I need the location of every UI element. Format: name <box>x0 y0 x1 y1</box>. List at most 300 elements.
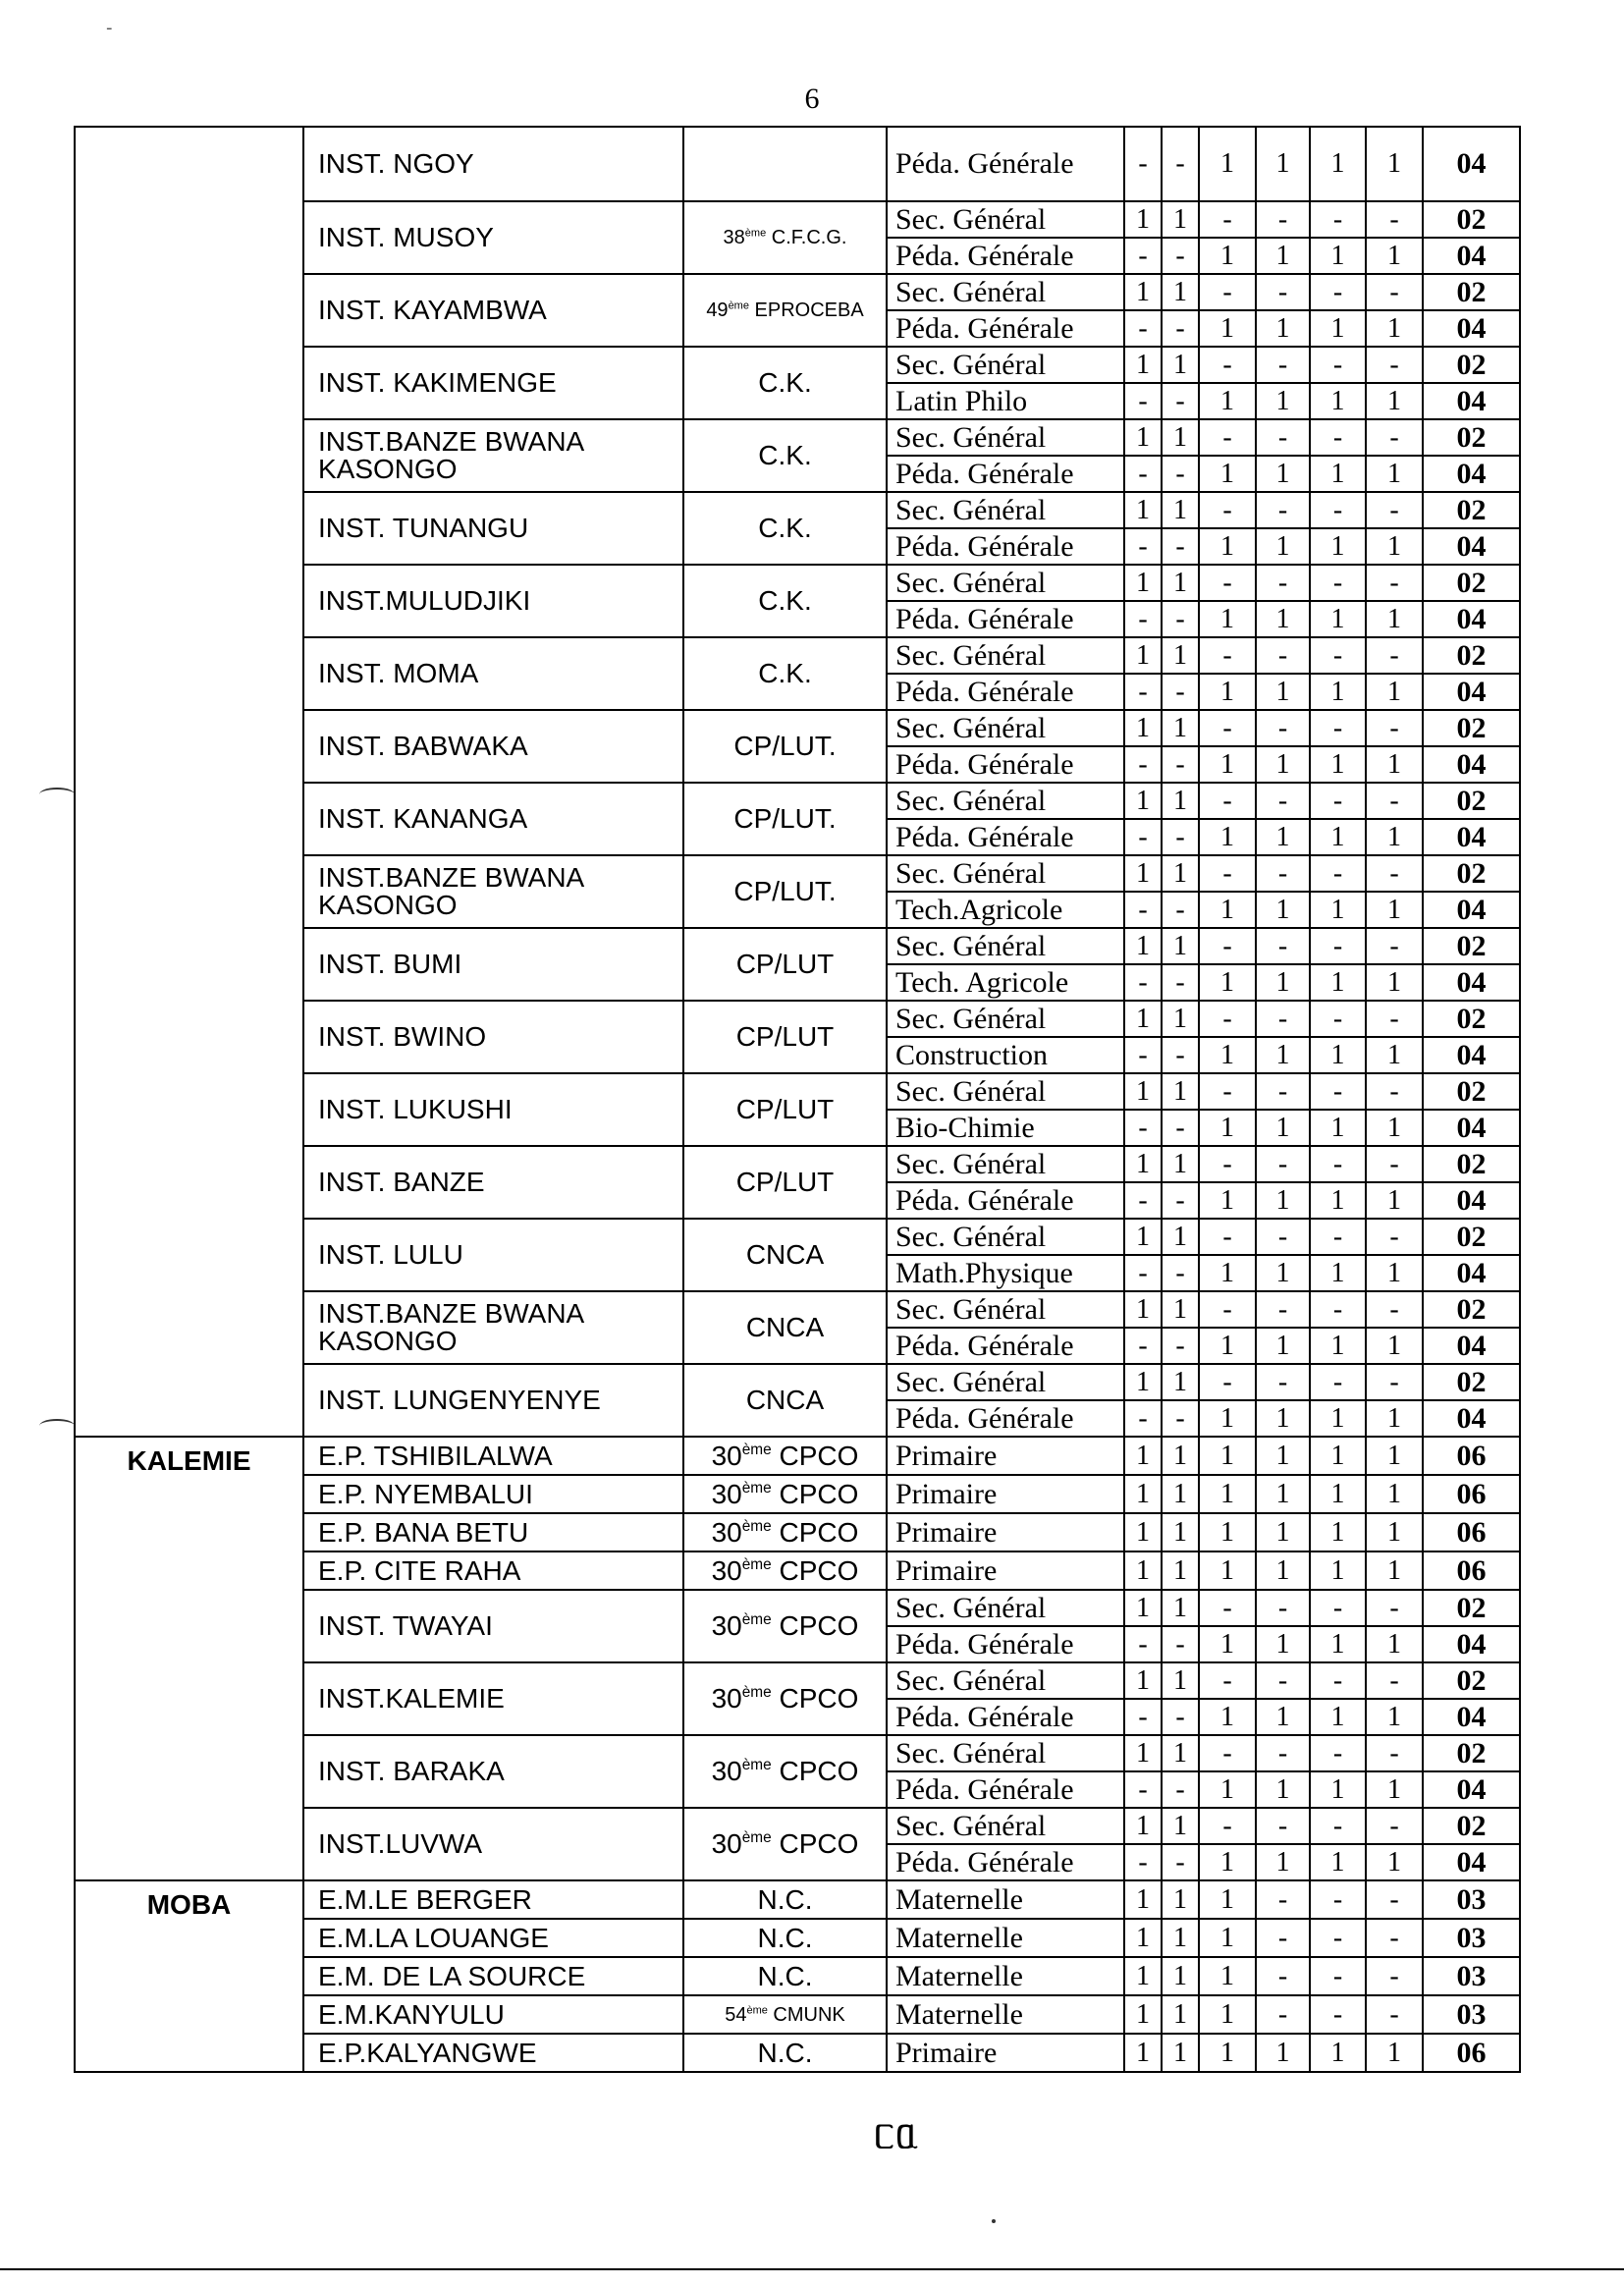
class-count-cell: - <box>1256 1735 1310 1771</box>
class-count-cell: 1 <box>1199 1957 1256 1995</box>
school-name-cell: INST.KALEMIE <box>303 1662 683 1735</box>
class-count-cell: 1 <box>1199 1551 1256 1590</box>
option-cell: Primaire <box>887 1475 1124 1513</box>
total-cell: 04 <box>1423 1626 1520 1662</box>
class-count-cell: 1 <box>1124 1219 1162 1255</box>
class-count-cell: 1 <box>1366 601 1423 637</box>
convention-name: CPCO <box>771 1756 859 1786</box>
option-cell: Maternelle <box>887 1919 1124 1957</box>
class-count-cell: 1 <box>1124 1001 1162 1037</box>
class-count-cell: 1 <box>1162 855 1199 892</box>
convention-cell <box>683 274 887 347</box>
class-count-cell: 1 <box>1199 1255 1256 1291</box>
class-count-cell: - <box>1162 310 1199 347</box>
option-cell: Péda. Générale <box>887 1771 1124 1808</box>
class-count-cell: - <box>1199 783 1256 819</box>
total-cell: 04 <box>1423 1255 1520 1291</box>
total-cell: 04 <box>1423 601 1520 637</box>
class-count-cell: 1 <box>1310 601 1366 637</box>
class-count-cell: - <box>1366 1735 1423 1771</box>
class-count-cell: 1 <box>1199 1699 1256 1735</box>
class-count-cell: - <box>1310 855 1366 892</box>
option-cell: Sec. Général <box>887 1291 1124 1328</box>
convention-name: CPCO <box>771 1554 859 1586</box>
class-count-cell: - <box>1366 1808 1423 1844</box>
class-count-cell: 1 <box>1162 1291 1199 1328</box>
class-count-cell: 1 <box>1366 1400 1423 1437</box>
option-cell: Péda. Générale <box>887 674 1124 710</box>
class-count-cell: - <box>1256 1001 1310 1037</box>
class-count-cell: - <box>1310 928 1366 964</box>
class-count-cell: - <box>1256 783 1310 819</box>
class-count-cell: 1 <box>1366 1844 1423 1880</box>
class-count-cell: - <box>1366 565 1423 601</box>
class-count-cell: - <box>1366 274 1423 310</box>
class-count-cell: 1 <box>1162 201 1199 238</box>
class-count-cell: - <box>1366 347 1423 383</box>
school-name-cell: INST. LUKUSHI <box>303 1073 683 1146</box>
option-cell: Sec. Général <box>887 1219 1124 1255</box>
class-count-cell: - <box>1310 1735 1366 1771</box>
total-cell: 04 <box>1423 1771 1520 1808</box>
class-count-cell: - <box>1366 637 1423 674</box>
class-count-cell: - <box>1124 1328 1162 1364</box>
convention-name: CMUNK <box>767 2003 845 2026</box>
class-count-cell: - <box>1256 565 1310 601</box>
option-cell: Sec. Général <box>887 1073 1124 1110</box>
punch-mark-lower <box>39 1419 75 1433</box>
class-count-cell: - <box>1124 528 1162 565</box>
class-count-cell: - <box>1124 1699 1162 1735</box>
class-count-cell: - <box>1366 1073 1423 1110</box>
class-count-cell: 1 <box>1162 928 1199 964</box>
option-cell: Sec. Général <box>887 201 1124 238</box>
class-count-cell: - <box>1310 1808 1366 1844</box>
class-count-cell: 1 <box>1199 1037 1256 1073</box>
convention-cell: N.C. <box>683 1957 887 1995</box>
class-count-cell: 1 <box>1199 892 1256 928</box>
class-count-cell: 1 <box>1366 674 1423 710</box>
convention-number: 30 <box>711 1516 742 1548</box>
class-count-cell: - <box>1199 637 1256 674</box>
school-name-cell: E.P. NYEMBALUI <box>303 1475 683 1513</box>
class-count-cell: - <box>1366 1001 1423 1037</box>
class-count-cell: - <box>1124 601 1162 637</box>
class-count-cell: - <box>1199 1219 1256 1255</box>
class-count-cell: 1 <box>1199 1626 1256 1662</box>
class-count-cell: 1 <box>1124 492 1162 528</box>
class-count-cell: 1 <box>1162 492 1199 528</box>
school-name-cell: INST. KANANGA <box>303 783 683 855</box>
class-count-cell: - <box>1310 783 1366 819</box>
class-count-cell: - <box>1256 201 1310 238</box>
table-row <box>75 1880 1520 1919</box>
class-count-cell: - <box>1124 1182 1162 1219</box>
school-name-cell: INST. BWINO <box>303 1001 683 1073</box>
total-cell: 02 <box>1423 492 1520 528</box>
class-count-cell: 1 <box>1162 1219 1199 1255</box>
convention-cell <box>683 1662 887 1735</box>
convention-cell: C.K. <box>683 565 887 637</box>
total-cell: 06 <box>1423 1551 1520 1590</box>
class-count-cell: 1 <box>1256 127 1310 201</box>
class-count-cell: 1 <box>1256 2034 1310 2072</box>
class-count-cell: 1 <box>1256 1328 1310 1364</box>
class-count-cell: 1 <box>1366 1513 1423 1551</box>
total-cell: 04 <box>1423 1110 1520 1146</box>
class-count-cell: 1 <box>1310 1699 1366 1735</box>
option-cell: Sec. Général <box>887 1146 1124 1182</box>
class-count-cell: 1 <box>1124 1364 1162 1400</box>
class-count-cell: 1 <box>1310 2034 1366 2072</box>
class-count-cell: 1 <box>1310 456 1366 492</box>
class-count-cell: - <box>1199 1291 1256 1328</box>
class-count-cell: 1 <box>1256 819 1310 855</box>
class-count-cell: - <box>1199 1662 1256 1699</box>
class-count-cell: 1 <box>1199 1475 1256 1513</box>
class-count-cell: 1 <box>1124 637 1162 674</box>
class-count-cell: 1 <box>1199 1513 1256 1551</box>
class-count-cell: 1 <box>1199 819 1256 855</box>
school-name-cell: INST.BANZE BWANA KASONGO <box>303 855 683 928</box>
class-count-cell: 1 <box>1199 1880 1256 1919</box>
class-count-cell: 1 <box>1162 347 1199 383</box>
class-count-cell: 1 <box>1366 310 1423 347</box>
class-count-cell: - <box>1124 674 1162 710</box>
class-count-cell: 1 <box>1199 1437 1256 1475</box>
corner-mark: - <box>106 18 113 38</box>
class-count-cell: - <box>1124 1255 1162 1291</box>
class-count-cell: - <box>1124 127 1162 201</box>
class-count-cell: - <box>1162 528 1199 565</box>
class-count-cell: - <box>1310 347 1366 383</box>
class-count-cell: - <box>1256 1808 1310 1844</box>
class-count-cell: 1 <box>1310 1400 1366 1437</box>
class-count-cell: 1 <box>1310 310 1366 347</box>
class-count-cell: 1 <box>1310 528 1366 565</box>
school-name-cell: INST.BANZE BWANA KASONGO <box>303 419 683 492</box>
class-count-cell: 1 <box>1162 637 1199 674</box>
class-count-cell: 1 <box>1366 1551 1423 1590</box>
school-name-cell: INST. BANZE <box>303 1146 683 1219</box>
school-name-cell: E.M.LE BERGER <box>303 1880 683 1919</box>
class-count-cell: - <box>1256 1364 1310 1400</box>
class-count-cell: 1 <box>1124 1590 1162 1626</box>
class-count-cell: 1 <box>1199 674 1256 710</box>
option-cell: Péda. Générale <box>887 1328 1124 1364</box>
total-cell: 02 <box>1423 1590 1520 1626</box>
convention-number: 30 <box>711 1478 742 1509</box>
class-count-cell: - <box>1124 310 1162 347</box>
class-count-cell: - <box>1256 492 1310 528</box>
class-count-cell: - <box>1124 819 1162 855</box>
option-cell: Sec. Général <box>887 565 1124 601</box>
class-count-cell: 1 <box>1366 746 1423 783</box>
convention-cell: CNCA <box>683 1364 887 1437</box>
option-cell: Sec. Général <box>887 1364 1124 1400</box>
class-count-cell: - <box>1256 419 1310 456</box>
class-count-cell: - <box>1310 274 1366 310</box>
class-count-cell: 1 <box>1199 1182 1256 1219</box>
class-count-cell: 1 <box>1366 127 1423 201</box>
class-count-cell: - <box>1310 1995 1366 2034</box>
school-name-cell: INST. BUMI <box>303 928 683 1001</box>
class-count-cell: 1 <box>1162 1073 1199 1110</box>
class-count-cell: - <box>1310 1073 1366 1110</box>
class-count-cell: 1 <box>1162 1146 1199 1182</box>
class-count-cell: 1 <box>1124 1291 1162 1328</box>
class-count-cell: 1 <box>1162 1919 1199 1957</box>
class-count-cell: - <box>1256 1662 1310 1699</box>
total-cell: 04 <box>1423 528 1520 565</box>
convention-number: 30 <box>711 1828 742 1859</box>
class-count-cell: 1 <box>1256 1475 1310 1513</box>
total-cell: 02 <box>1423 1073 1520 1110</box>
class-count-cell: 1 <box>1256 1400 1310 1437</box>
page-bottom-rule <box>0 2268 1624 2270</box>
option-cell: Sec. Général <box>887 710 1124 746</box>
class-count-cell: - <box>1256 1880 1310 1919</box>
signature-mark: ᥴᥲ <box>874 2109 919 2159</box>
convention-number: 30 <box>711 1440 742 1471</box>
total-cell: 04 <box>1423 1699 1520 1735</box>
class-count-cell: 1 <box>1366 964 1423 1001</box>
total-cell: 04 <box>1423 892 1520 928</box>
convention-name: C.F.C.G. <box>766 227 847 248</box>
class-count-cell: 1 <box>1310 1182 1366 1219</box>
school-name-cell: E.M.LA LOUANGE <box>303 1919 683 1957</box>
class-count-cell: 1 <box>1124 1995 1162 2034</box>
class-count-cell: - <box>1256 855 1310 892</box>
class-count-cell: 1 <box>1162 1957 1199 1995</box>
class-count-cell: 1 <box>1199 1844 1256 1880</box>
convention-name: CPCO <box>771 1683 859 1714</box>
class-count-cell: 1 <box>1162 1364 1199 1400</box>
class-count-cell: - <box>1256 710 1310 746</box>
convention-cell: N.C. <box>683 2034 887 2072</box>
class-count-cell: 1 <box>1124 1919 1162 1957</box>
convention-ordinal: ème <box>741 1441 772 1458</box>
total-cell: 04 <box>1423 310 1520 347</box>
class-count-cell: 1 <box>1162 1662 1199 1699</box>
total-cell: 04 <box>1423 1037 1520 1073</box>
class-count-cell: - <box>1124 892 1162 928</box>
total-cell: 03 <box>1423 1957 1520 1995</box>
school-name-cell: INST. MUSOY <box>303 201 683 274</box>
convention-ordinal: ème <box>741 1517 772 1535</box>
convention-cell: CP/LUT <box>683 1146 887 1219</box>
punch-mark-upper <box>39 788 75 801</box>
class-count-cell: 1 <box>1162 1995 1199 2034</box>
class-count-cell: 1 <box>1366 528 1423 565</box>
class-count-cell: - <box>1366 783 1423 819</box>
class-count-cell: - <box>1310 1590 1366 1626</box>
total-cell: 02 <box>1423 710 1520 746</box>
total-cell: 06 <box>1423 1475 1520 1513</box>
option-cell: Bio-Chimie <box>887 1110 1124 1146</box>
school-name-cell: INST. LULU <box>303 1219 683 1291</box>
class-count-cell: 1 <box>1162 1880 1199 1919</box>
convention-ordinal: ème <box>744 227 767 240</box>
class-count-cell: - <box>1199 855 1256 892</box>
class-count-cell: - <box>1199 1808 1256 1844</box>
option-cell: Sec. Général <box>887 274 1124 310</box>
class-count-cell: 1 <box>1366 383 1423 419</box>
class-count-cell: 1 <box>1256 238 1310 274</box>
class-count-cell: - <box>1162 1699 1199 1735</box>
class-count-cell: 1 <box>1310 1771 1366 1808</box>
option-cell: Sec. Général <box>887 1662 1124 1699</box>
class-count-cell: - <box>1124 238 1162 274</box>
class-count-cell: 1 <box>1310 819 1366 855</box>
class-count-cell: - <box>1124 964 1162 1001</box>
class-count-cell: 1 <box>1124 1073 1162 1110</box>
total-cell: 04 <box>1423 1400 1520 1437</box>
class-count-cell: - <box>1124 1037 1162 1073</box>
class-count-cell: - <box>1199 928 1256 964</box>
class-count-cell: 1 <box>1124 928 1162 964</box>
option-cell: Péda. Générale <box>887 601 1124 637</box>
class-count-cell: - <box>1366 419 1423 456</box>
total-cell: 04 <box>1423 127 1520 201</box>
class-count-cell: 1 <box>1256 746 1310 783</box>
option-cell: Péda. Générale <box>887 456 1124 492</box>
school-name-cell: INST. LUNGENYENYE <box>303 1364 683 1437</box>
class-count-cell: - <box>1366 1590 1423 1626</box>
convention-cell: N.C. <box>683 1919 887 1957</box>
class-count-cell: - <box>1366 1146 1423 1182</box>
class-count-cell: - <box>1256 1146 1310 1182</box>
class-count-cell: 1 <box>1366 1255 1423 1291</box>
class-count-cell: 1 <box>1310 127 1366 201</box>
option-cell: Péda. Générale <box>887 1182 1124 1219</box>
total-cell: 02 <box>1423 1001 1520 1037</box>
class-count-cell: 1 <box>1124 1735 1162 1771</box>
option-cell: Péda. Générale <box>887 310 1124 347</box>
class-count-cell: - <box>1162 1110 1199 1146</box>
convention-cell: CP/LUT. <box>683 710 887 783</box>
class-count-cell: 1 <box>1124 347 1162 383</box>
class-count-cell: - <box>1162 892 1199 928</box>
class-count-cell: - <box>1162 1255 1199 1291</box>
class-count-cell: - <box>1310 1291 1366 1328</box>
class-count-cell: 1 <box>1256 964 1310 1001</box>
class-count-cell: - <box>1199 1590 1256 1626</box>
class-count-cell: - <box>1310 1219 1366 1255</box>
option-cell: Sec. Général <box>887 347 1124 383</box>
class-count-cell: 1 <box>1310 1551 1366 1590</box>
class-count-cell: - <box>1162 456 1199 492</box>
class-count-cell: 1 <box>1256 1182 1310 1219</box>
class-count-cell: - <box>1124 383 1162 419</box>
class-count-cell: 1 <box>1162 1437 1199 1475</box>
total-cell: 02 <box>1423 201 1520 238</box>
convention-cell: N.C. <box>683 1880 887 1919</box>
total-cell: 02 <box>1423 1291 1520 1328</box>
class-count-cell: - <box>1366 1662 1423 1699</box>
class-count-cell: 1 <box>1310 1255 1366 1291</box>
class-count-cell: - <box>1256 1291 1310 1328</box>
class-count-cell: - <box>1162 1844 1199 1880</box>
class-count-cell: 1 <box>1124 1146 1162 1182</box>
total-cell: 04 <box>1423 674 1520 710</box>
total-cell: 04 <box>1423 238 1520 274</box>
option-cell: Tech.Agricole <box>887 892 1124 928</box>
class-count-cell: 1 <box>1124 1513 1162 1551</box>
option-cell: Sec. Général <box>887 783 1124 819</box>
region-cell <box>75 127 303 1437</box>
class-count-cell: - <box>1366 1364 1423 1400</box>
class-count-cell: - <box>1162 238 1199 274</box>
option-cell: Primaire <box>887 1551 1124 1590</box>
convention-name: CPCO <box>771 1610 859 1641</box>
option-cell: Latin Philo <box>887 383 1124 419</box>
class-count-cell: - <box>1310 710 1366 746</box>
class-count-cell: 1 <box>1199 2034 1256 2072</box>
total-cell: 02 <box>1423 855 1520 892</box>
convention-cell <box>683 1590 887 1662</box>
class-count-cell: 1 <box>1310 238 1366 274</box>
class-count-cell: - <box>1256 347 1310 383</box>
total-cell: 03 <box>1423 1995 1520 2034</box>
convention-cell <box>683 1735 887 1808</box>
class-count-cell: 1 <box>1199 1919 1256 1957</box>
class-count-cell: 1 <box>1199 1771 1256 1808</box>
class-count-cell: 1 <box>1366 1437 1423 1475</box>
convention-cell: C.K. <box>683 637 887 710</box>
class-count-cell: 1 <box>1366 238 1423 274</box>
school-name-cell: E.M.KANYULU <box>303 1995 683 2034</box>
class-count-cell: - <box>1162 127 1199 201</box>
class-count-cell: - <box>1199 565 1256 601</box>
class-count-cell: 1 <box>1256 1551 1310 1590</box>
option-cell: Sec. Général <box>887 637 1124 674</box>
class-count-cell: 1 <box>1124 1475 1162 1513</box>
convention-cell: CNCA <box>683 1291 887 1364</box>
class-count-cell: - <box>1199 419 1256 456</box>
class-count-cell: - <box>1366 928 1423 964</box>
class-count-cell: - <box>1366 1957 1423 1995</box>
total-cell: 04 <box>1423 819 1520 855</box>
class-count-cell: - <box>1162 674 1199 710</box>
class-count-cell: 1 <box>1162 274 1199 310</box>
option-cell: Péda. Générale <box>887 819 1124 855</box>
class-count-cell: - <box>1199 492 1256 528</box>
convention-number: 30 <box>711 1756 742 1786</box>
option-cell: Sec. Général <box>887 419 1124 456</box>
option-cell: Péda. Générale <box>887 238 1124 274</box>
option-cell: Sec. Général <box>887 1735 1124 1771</box>
convention-cell <box>683 1995 887 2034</box>
class-count-cell: - <box>1310 1957 1366 1995</box>
class-count-cell: - <box>1199 710 1256 746</box>
class-count-cell: - <box>1366 855 1423 892</box>
total-cell: 04 <box>1423 383 1520 419</box>
total-cell: 04 <box>1423 1182 1520 1219</box>
option-cell: Péda. Générale <box>887 528 1124 565</box>
class-count-cell: - <box>1310 1364 1366 1400</box>
class-count-cell: - <box>1310 1919 1366 1957</box>
class-count-cell: - <box>1199 1001 1256 1037</box>
option-cell: Péda. Générale <box>887 1400 1124 1437</box>
class-count-cell: 1 <box>1124 855 1162 892</box>
total-cell: 02 <box>1423 1735 1520 1771</box>
convention-cell <box>683 1808 887 1880</box>
table-row <box>75 127 1520 201</box>
region-cell: KALEMIE <box>75 1437 303 1880</box>
table-row <box>75 1437 1520 1475</box>
convention-name: EPROCEBA <box>748 299 864 321</box>
